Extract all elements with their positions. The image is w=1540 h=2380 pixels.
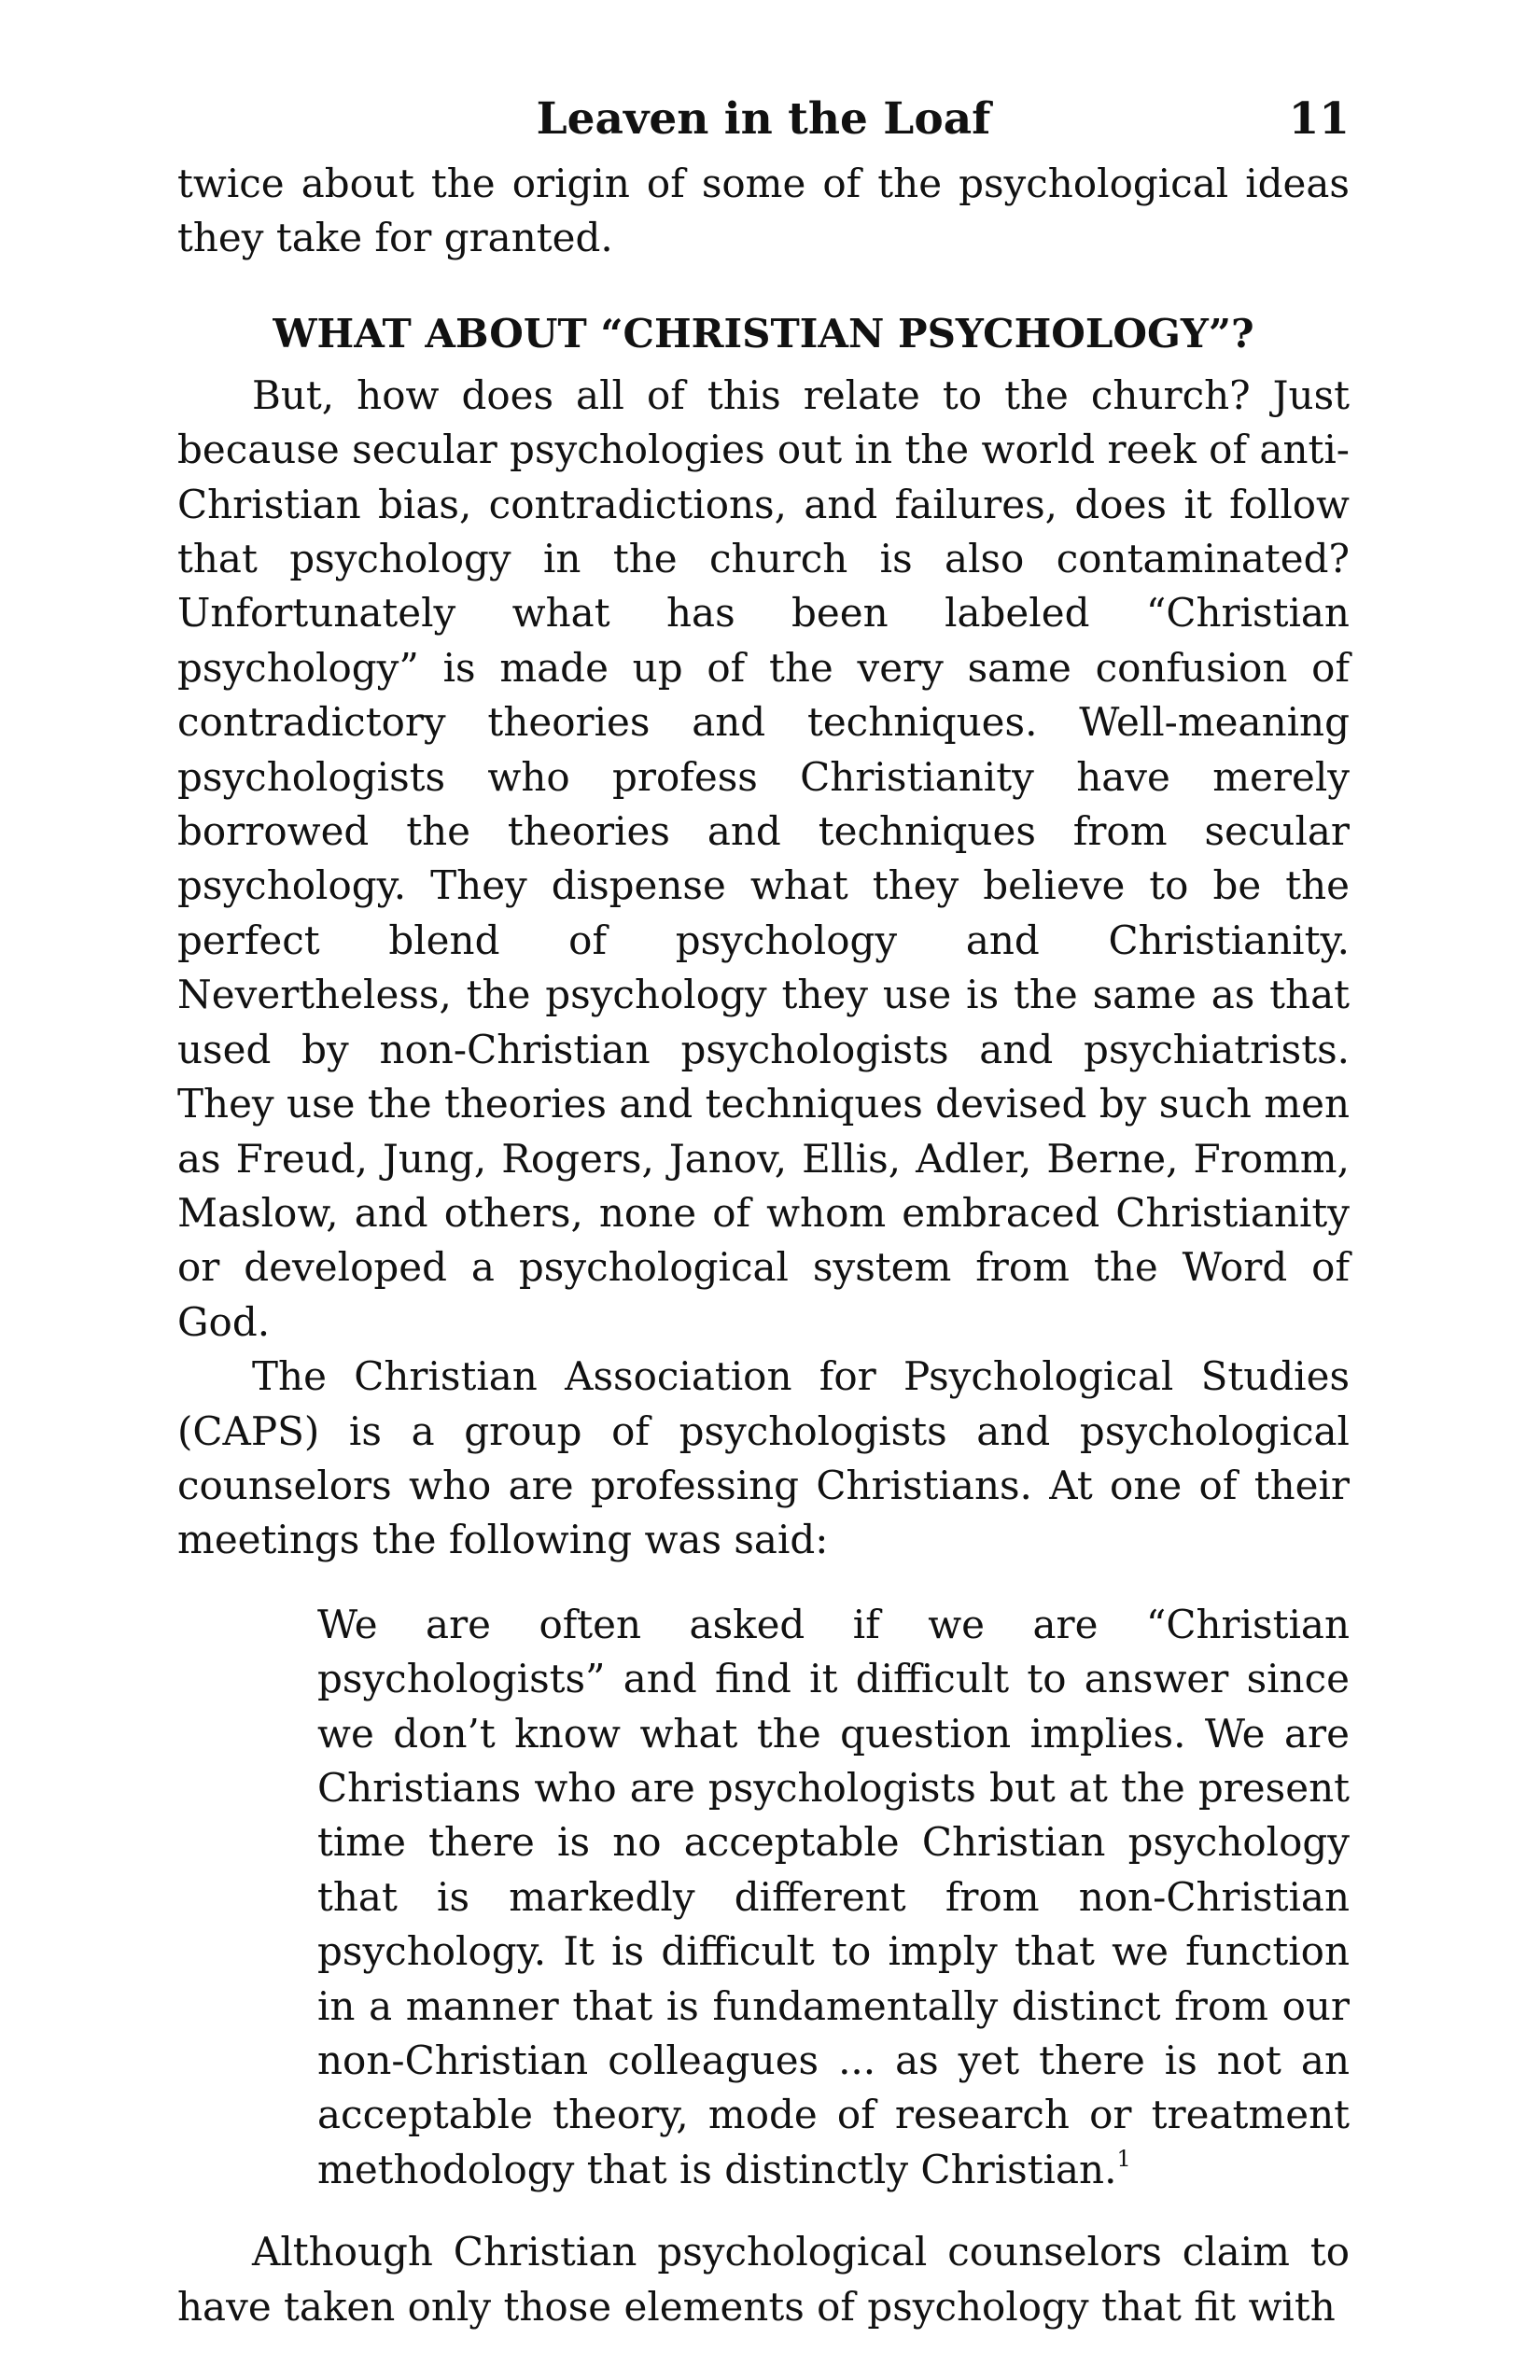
paragraph-church-relation: But, how does all of this relate to the church? Just because secular psychologies out in the world reek of anti-Christian bias, contradictions, and failures, does it follow that psychology in the church is also contaminated? Unfortunately what has been labeled “Christian psychology” is made up of the very same confusion of contradictory theories and techniques. Well-meaning psychologists who profess Christianity have merely borrowed the theories and techniques from secular psychology. They dispense what they believe to be the perfect blend of psychology and Christianity. Nevertheless, the psychology they use is the same as that used by non-Christian psychologists and psychiatrists. They use the theories and techniques devised by such men as Freud, Jung, Rogers, Janov, Ellis, Adler, Berne, Fromm, Maslow, and others, none of whom embraced Christianity or developed a psychological system from the Word of God.	[177, 371, 1350, 1345]
section-heading: WHAT ABOUT “CHRISTIAN PSYCHOLOGY”?	[273, 310, 1254, 357]
page-number: 11	[1288, 93, 1350, 145]
book-page	[177, 82, 1350, 2334]
block-quote	[317, 1598, 1350, 2197]
running-title: Leaven in the Loaf	[536, 93, 991, 145]
quote-body: We are often asked if we are “Christian psychologists” and find it difficult to answer since we don’t know what the question implies. We are Christians who are psychologists but at the present time there is no acceptable Christian psychology that is markedly different from non-Christian psychology. It is difficult to imply that we function in a manner that is fundamentally distinct from our non-Christian colleagues ... as yet there is not an acceptable theory, mode of research or treatment methodology that is distinctly Christian.	[317, 1601, 1350, 2192]
paragraph-caps: The Christian Association for Psychological Studies (CAPS) is a group of psychologists and psychological counselors who are professing Christians. At one of their meetings the following was said:	[177, 1353, 1350, 1563]
footnote-marker: 1	[1116, 2145, 1131, 2172]
paragraph-although: Although Christian psychological counselors claim to have taken only those elements of psychology that fit with	[177, 2229, 1350, 2330]
running-header	[177, 82, 1350, 157]
paragraph-continuation: twice about the origin of some of the psychological ideas they take for granted.	[177, 161, 1350, 261]
quote-text	[317, 1598, 1350, 2197]
